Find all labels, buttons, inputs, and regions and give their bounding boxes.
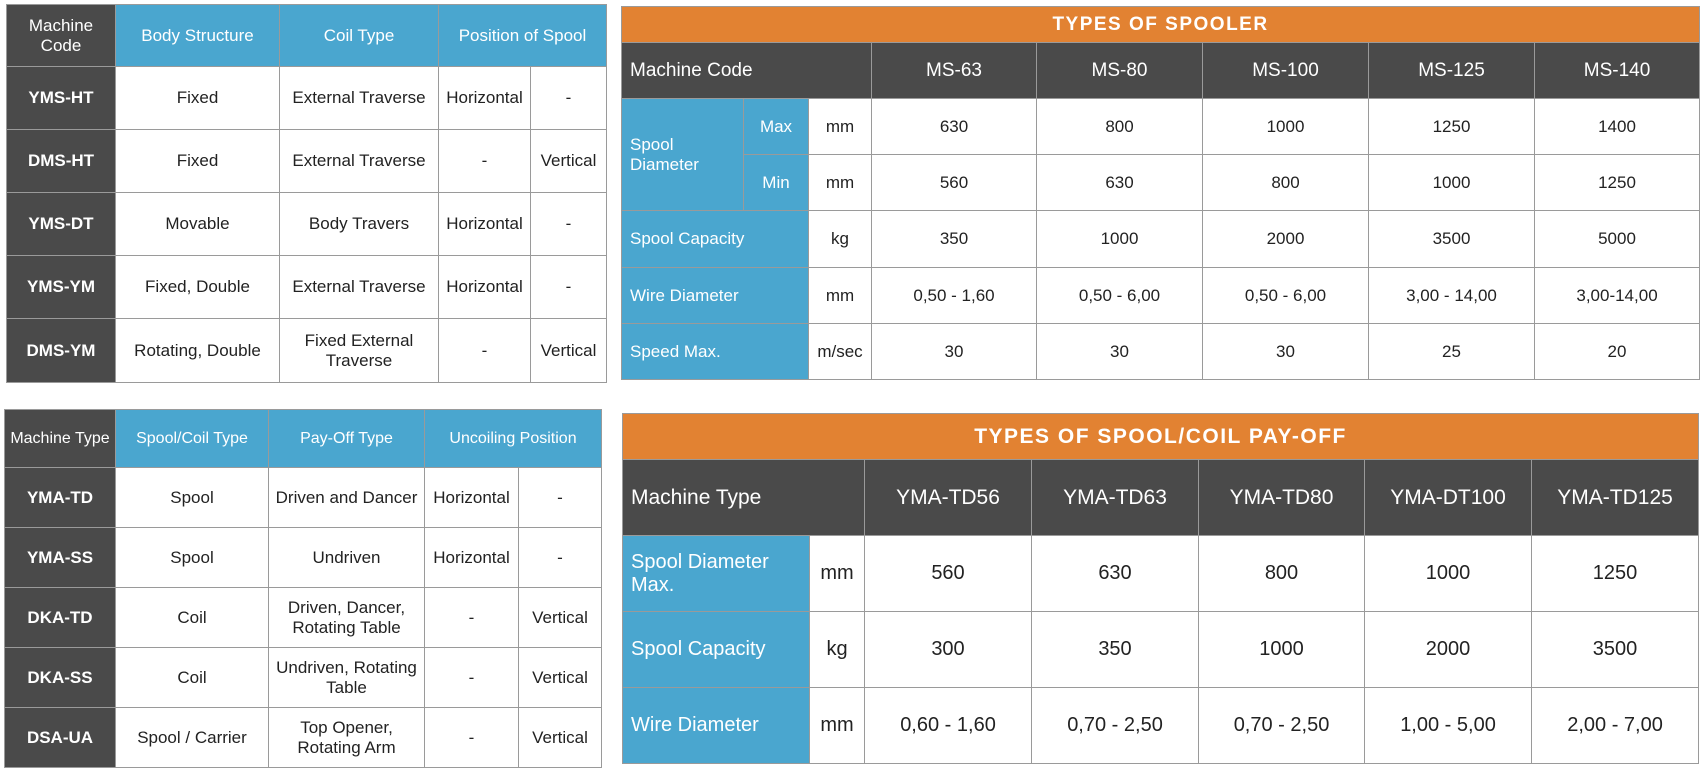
pay-off-cell: Top Opener, Rotating Arm <box>269 708 425 768</box>
table-row <box>622 99 1700 155</box>
spool-capacity-label: Spool Capacity <box>622 211 809 268</box>
value-cell: 3500 <box>1369 211 1535 268</box>
machine-code-label: Machine Code <box>622 43 872 99</box>
header-pay-off-type: Pay-Off Type <box>269 410 425 468</box>
value-cell: 630 <box>1037 155 1203 211</box>
header-machine-code: Machine Code <box>7 5 116 67</box>
value-cell: 1,00 - 5,00 <box>1365 688 1532 764</box>
body-structure-cell: Fixed <box>116 130 280 193</box>
model-header: MS-100 <box>1203 43 1369 99</box>
body-structure-cell: Rotating, Double <box>116 319 280 383</box>
value-cell: 1250 <box>1532 536 1699 612</box>
coil-type-cell: Body Travers <box>280 193 439 256</box>
value-cell: 0,50 - 6,00 <box>1037 268 1203 324</box>
header-body-structure: Body Structure <box>116 5 280 67</box>
table-row <box>622 155 1700 211</box>
vertical-cell: - <box>531 193 607 256</box>
horizontal-cell: Horizontal <box>439 256 531 319</box>
horizontal-cell: Horizontal <box>425 468 519 528</box>
wire-diameter-label: Wire Diameter <box>623 688 810 764</box>
value-cell: 3,00 - 14,00 <box>1369 268 1535 324</box>
value-cell: 0,70 - 2,50 <box>1032 688 1199 764</box>
table-row <box>5 468 602 528</box>
spool-capacity-label: Spool Capacity <box>623 612 810 688</box>
table-row <box>623 688 1699 764</box>
machine-code-cell: DMS-HT <box>7 130 116 193</box>
unit-cell: mm <box>809 155 872 211</box>
machine-code-cell: YMS-HT <box>7 67 116 130</box>
model-header: MS-140 <box>1535 43 1700 99</box>
model-header: YMA-TD80 <box>1199 460 1365 536</box>
value-cell: 2000 <box>1203 211 1369 268</box>
horizontal-cell: - <box>439 319 531 383</box>
vertical-cell: Vertical <box>519 648 602 708</box>
max-label: Max <box>744 99 809 155</box>
coil-type-cell: Fixed External Traverse <box>280 319 439 383</box>
table-row <box>623 612 1699 688</box>
value-cell: 30 <box>1203 324 1369 380</box>
speed-max-label: Speed Max. <box>622 324 809 380</box>
table-row <box>7 319 607 383</box>
vertical-cell: - <box>519 468 602 528</box>
horizontal-cell: - <box>425 648 519 708</box>
wire-diameter-label: Wire Diameter <box>622 268 809 324</box>
value-cell: 25 <box>1369 324 1535 380</box>
unit-cell: m/sec <box>809 324 872 380</box>
pay-off-cell: Undriven, Rotating Table <box>269 648 425 708</box>
machine-type-cell: YMA-SS <box>5 528 116 588</box>
spool-coil-cell: Spool <box>116 528 269 588</box>
value-cell: 1000 <box>1365 536 1532 612</box>
header-machine-type: Machine Type <box>5 410 116 468</box>
pay-off-cell: Undriven <box>269 528 425 588</box>
vertical-cell: Vertical <box>531 130 607 193</box>
value-cell: 1250 <box>1535 155 1700 211</box>
value-cell: 300 <box>865 612 1032 688</box>
value-cell: 1250 <box>1369 99 1535 155</box>
value-cell: 20 <box>1535 324 1700 380</box>
value-cell: 5000 <box>1535 211 1700 268</box>
table-row <box>5 588 602 648</box>
value-cell: 2,00 - 7,00 <box>1532 688 1699 764</box>
model-header: YMA-TD125 <box>1532 460 1699 536</box>
payoff-table <box>622 413 1699 764</box>
coil-type-cell: External Traverse <box>280 67 439 130</box>
value-cell: 630 <box>1032 536 1199 612</box>
table-row <box>623 536 1699 612</box>
value-cell: 0,60 - 1,60 <box>865 688 1032 764</box>
value-cell: 30 <box>1037 324 1203 380</box>
horizontal-cell: - <box>439 130 531 193</box>
unit-cell: mm <box>810 536 865 612</box>
vertical-cell: - <box>531 256 607 319</box>
horizontal-cell: Horizontal <box>439 193 531 256</box>
unit-cell: mm <box>809 99 872 155</box>
vertical-cell: - <box>519 528 602 588</box>
pay-off-cell: Driven and Dancer <box>269 468 425 528</box>
spool-diameter-max-label: Spool Diameter Max. <box>623 536 810 612</box>
min-label: Min <box>744 155 809 211</box>
value-cell: 350 <box>1032 612 1199 688</box>
value-cell: 3,00-14,00 <box>1535 268 1700 324</box>
value-cell: 1000 <box>1037 211 1203 268</box>
value-cell: 0,50 - 1,60 <box>872 268 1037 324</box>
table-row <box>622 324 1700 380</box>
value-cell: 800 <box>1037 99 1203 155</box>
table-row <box>622 268 1700 324</box>
value-cell: 1400 <box>1535 99 1700 155</box>
value-cell: 1000 <box>1369 155 1535 211</box>
spool-coil-cell: Spool <box>116 468 269 528</box>
value-cell: 2000 <box>1365 612 1532 688</box>
vertical-cell: Vertical <box>519 588 602 648</box>
machine-code-cell: YMS-YM <box>7 256 116 319</box>
value-cell: 560 <box>865 536 1032 612</box>
table-row <box>622 211 1700 268</box>
horizontal-cell: Horizontal <box>439 67 531 130</box>
header-spool-coil-type: Spool/Coil Type <box>116 410 269 468</box>
pay-off-cell: Driven, Dancer, Rotating Table <box>269 588 425 648</box>
machine-type-cell: DKA-TD <box>5 588 116 648</box>
machine-type-cell: DSA-UA <box>5 708 116 768</box>
vertical-cell: Vertical <box>519 708 602 768</box>
body-structure-cell: Movable <box>116 193 280 256</box>
machine-type-cell: DKA-SS <box>5 648 116 708</box>
machine-code-cell: DMS-YM <box>7 319 116 383</box>
table-row <box>7 67 607 130</box>
payoff-title: TYPES OF SPOOL/COIL PAY-OFF <box>623 414 1699 460</box>
coil-type-cell: External Traverse <box>280 130 439 193</box>
header-uncoiling-position: Uncoiling Position <box>425 410 602 468</box>
value-cell: 0,70 - 2,50 <box>1199 688 1365 764</box>
value-cell: 1000 <box>1199 612 1365 688</box>
header-position-of-spool: Position of Spool <box>439 5 607 67</box>
table-row <box>5 708 602 768</box>
vertical-cell: Vertical <box>531 319 607 383</box>
value-cell: 560 <box>872 155 1037 211</box>
vertical-cell: - <box>531 67 607 130</box>
value-cell: 3500 <box>1532 612 1699 688</box>
spooler-table <box>621 6 1700 380</box>
table-row <box>7 256 607 319</box>
spool-coil-cell: Coil <box>116 588 269 648</box>
model-header: YMA-TD63 <box>1032 460 1199 536</box>
spool-diameter-label: Spool Diameter <box>622 99 744 211</box>
unit-cell: kg <box>810 612 865 688</box>
spool-coil-cell: Coil <box>116 648 269 708</box>
header-coil-type: Coil Type <box>280 5 439 67</box>
machine-code-cell: YMS-DT <box>7 193 116 256</box>
model-header: MS-125 <box>1369 43 1535 99</box>
table-row <box>5 528 602 588</box>
value-cell: 800 <box>1199 536 1365 612</box>
unit-cell: mm <box>809 268 872 324</box>
horizontal-cell: - <box>425 708 519 768</box>
unit-cell: kg <box>809 211 872 268</box>
machine-codes-table <box>6 4 607 383</box>
value-cell: 1000 <box>1203 99 1369 155</box>
spool-coil-cell: Spool / Carrier <box>116 708 269 768</box>
unit-cell: mm <box>810 688 865 764</box>
horizontal-cell: Horizontal <box>425 528 519 588</box>
model-header: YMA-TD56 <box>865 460 1032 536</box>
coil-type-cell: External Traverse <box>280 256 439 319</box>
value-cell: 30 <box>872 324 1037 380</box>
value-cell: 630 <box>872 99 1037 155</box>
value-cell: 800 <box>1203 155 1369 211</box>
body-structure-cell: Fixed, Double <box>116 256 280 319</box>
machine-type-cell: YMA-TD <box>5 468 116 528</box>
value-cell: 0,50 - 6,00 <box>1203 268 1369 324</box>
table-row <box>7 130 607 193</box>
model-header: YMA-DT100 <box>1365 460 1532 536</box>
horizontal-cell: - <box>425 588 519 648</box>
table-row <box>7 193 607 256</box>
model-header: MS-80 <box>1037 43 1203 99</box>
model-header: MS-63 <box>872 43 1037 99</box>
value-cell: 350 <box>872 211 1037 268</box>
machine-types-table <box>4 409 602 768</box>
spooler-title: TYPES OF SPOOLER <box>622 7 1700 43</box>
body-structure-cell: Fixed <box>116 67 280 130</box>
machine-type-label: Machine Type <box>623 460 865 536</box>
table-row <box>5 648 602 708</box>
